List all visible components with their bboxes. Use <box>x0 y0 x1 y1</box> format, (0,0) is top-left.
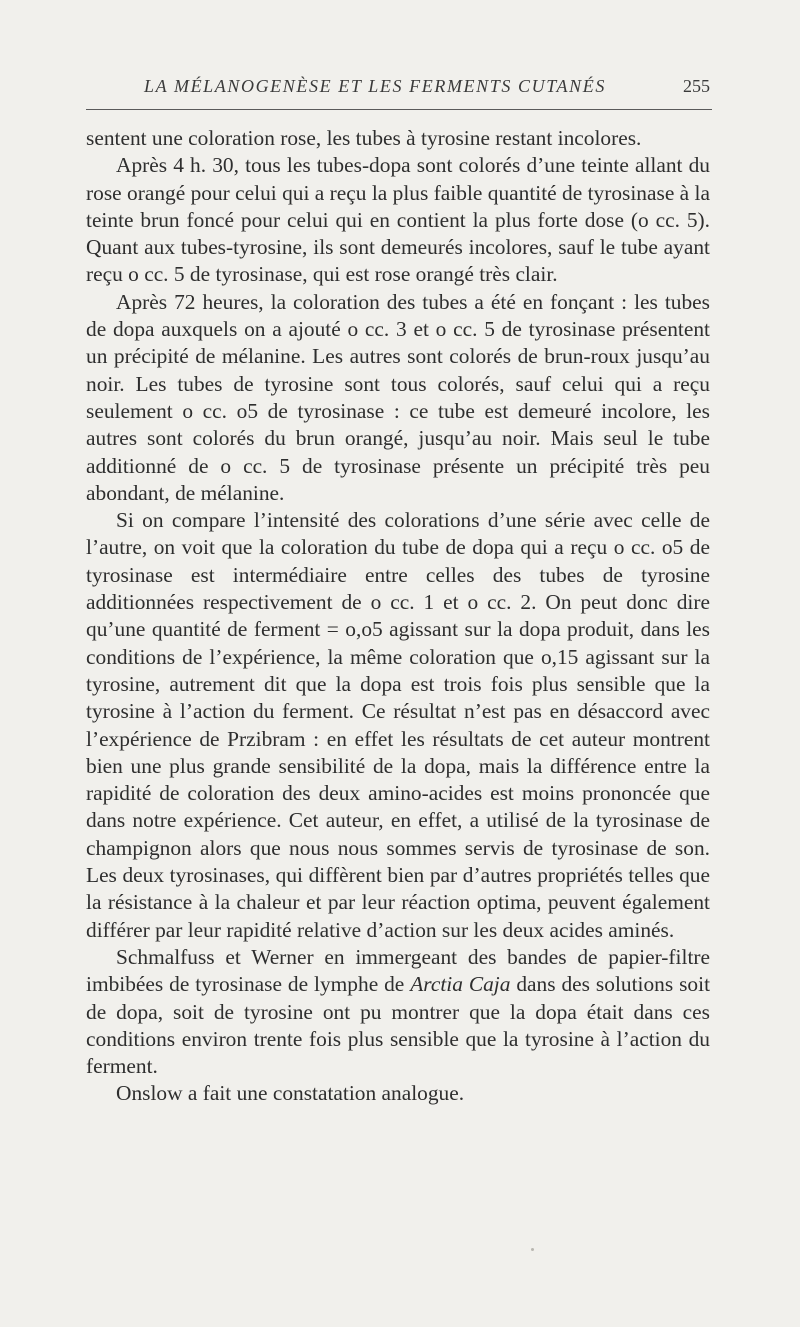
paragraph-schmalfuss <box>86 944 710 1080</box>
paragraph: Après 72 heures, la coloration des tubes a été en fonçant : les tubes de dopa auxquels on a ajouté o cc. 3 et o cc. 5 de tyrosinase présentent un précipité de mélanine. Les autres sont colorés de brun-roux jusqu’au noir. Les tubes de tyrosine sont tous colorés, sauf celui qui a reçu seulement o cc. o5 de tyrosinase : ce tube est demeuré incolore, les autres sont colorés du brun orangé, jusqu’au noir. Mais seul le tube additionné de o cc. 5 de tyrosinase présente un précipité très peu abondant, de mélanine. <box>86 289 710 505</box>
paragraph: Si on compare l’intensité des colorations d’une série avec celle de l’autre, on voit que la coloration du tube de dopa qui a reçu o cc. o5 de tyrosinase est intermédiaire entre celles des tubes de tyrosine additionnées respectivement de o cc. 1 et o cc. 2. On peut donc dire qu’une quantité de ferment = o,o5 agissant sur la dopa produit, dans les conditions de l’expérience, la même coloration que o,15 agissant sur la tyrosine, autrement dit que la dopa est trois fois plus sensible que la tyrosine à l’action du ferment. Ce résultat n’est pas en désaccord avec l’expérience de Przibram : en effet les résultats de cet auteur montrent bien une plus grande sensibilité de la dopa, mais la différence entre la rapidité de coloration des deux amino-acides est moins prononcée que dans notre expérience. Cet auteur, en effet, a utilisé de la tyrosinase de champignon alors que nous nous sommes servis de tyrosinase de son. Les deux tyrosinases, qui diffèrent bien par d’autres propriétés telles que la résistance à la chaleur et par leur réaction optima, peuvent également différer par leur rapidité relative d’action sur les deux acides aminés. <box>86 508 710 942</box>
paragraph: Onslow a fait une constatation analogue. <box>116 1081 465 1106</box>
page-number: 255 <box>683 76 710 96</box>
running-head <box>86 76 712 104</box>
paragraph-continuation: sentent une coloration rose, les tubes à tyrosine restant incolores. <box>86 126 642 150</box>
paper-speck <box>531 1248 534 1251</box>
species-name: Arctia Caja <box>410 972 511 997</box>
paragraph-text: Schmalfuss et Werner en immergeant des bandes de papier-filtre imbibées de tyrosinase de lymphe de <box>86 944 710 997</box>
paragraph-text: dans des solutions soit de dopa, soit de tyrosine ont pu montrer que la dopa était dans ces conditions environ trente fois plus sensible que la tyrosine à l’action du ferment. <box>86 972 711 1079</box>
running-title: LA MÉLANOGENÈSE ET LES FERMENTS CUTANÉS <box>144 76 606 96</box>
paragraph: Après 4 h. 30, tous les tubes-dopa sont colorés d’une teinte allant du rose orangé pour celui qui a reçu la plus faible quantité de tyrosinase à la teinte brun foncé pour celui qui en contient la plus forte dose (o cc. 5). Quant aux tubes-tyrosine, ils sont demeurés incolores, sauf le tube ayant reçu o cc. 5 de tyrosinase, qui est rose orangé très clair. <box>86 153 710 287</box>
body-text <box>86 125 710 1108</box>
header-rule <box>86 109 712 110</box>
